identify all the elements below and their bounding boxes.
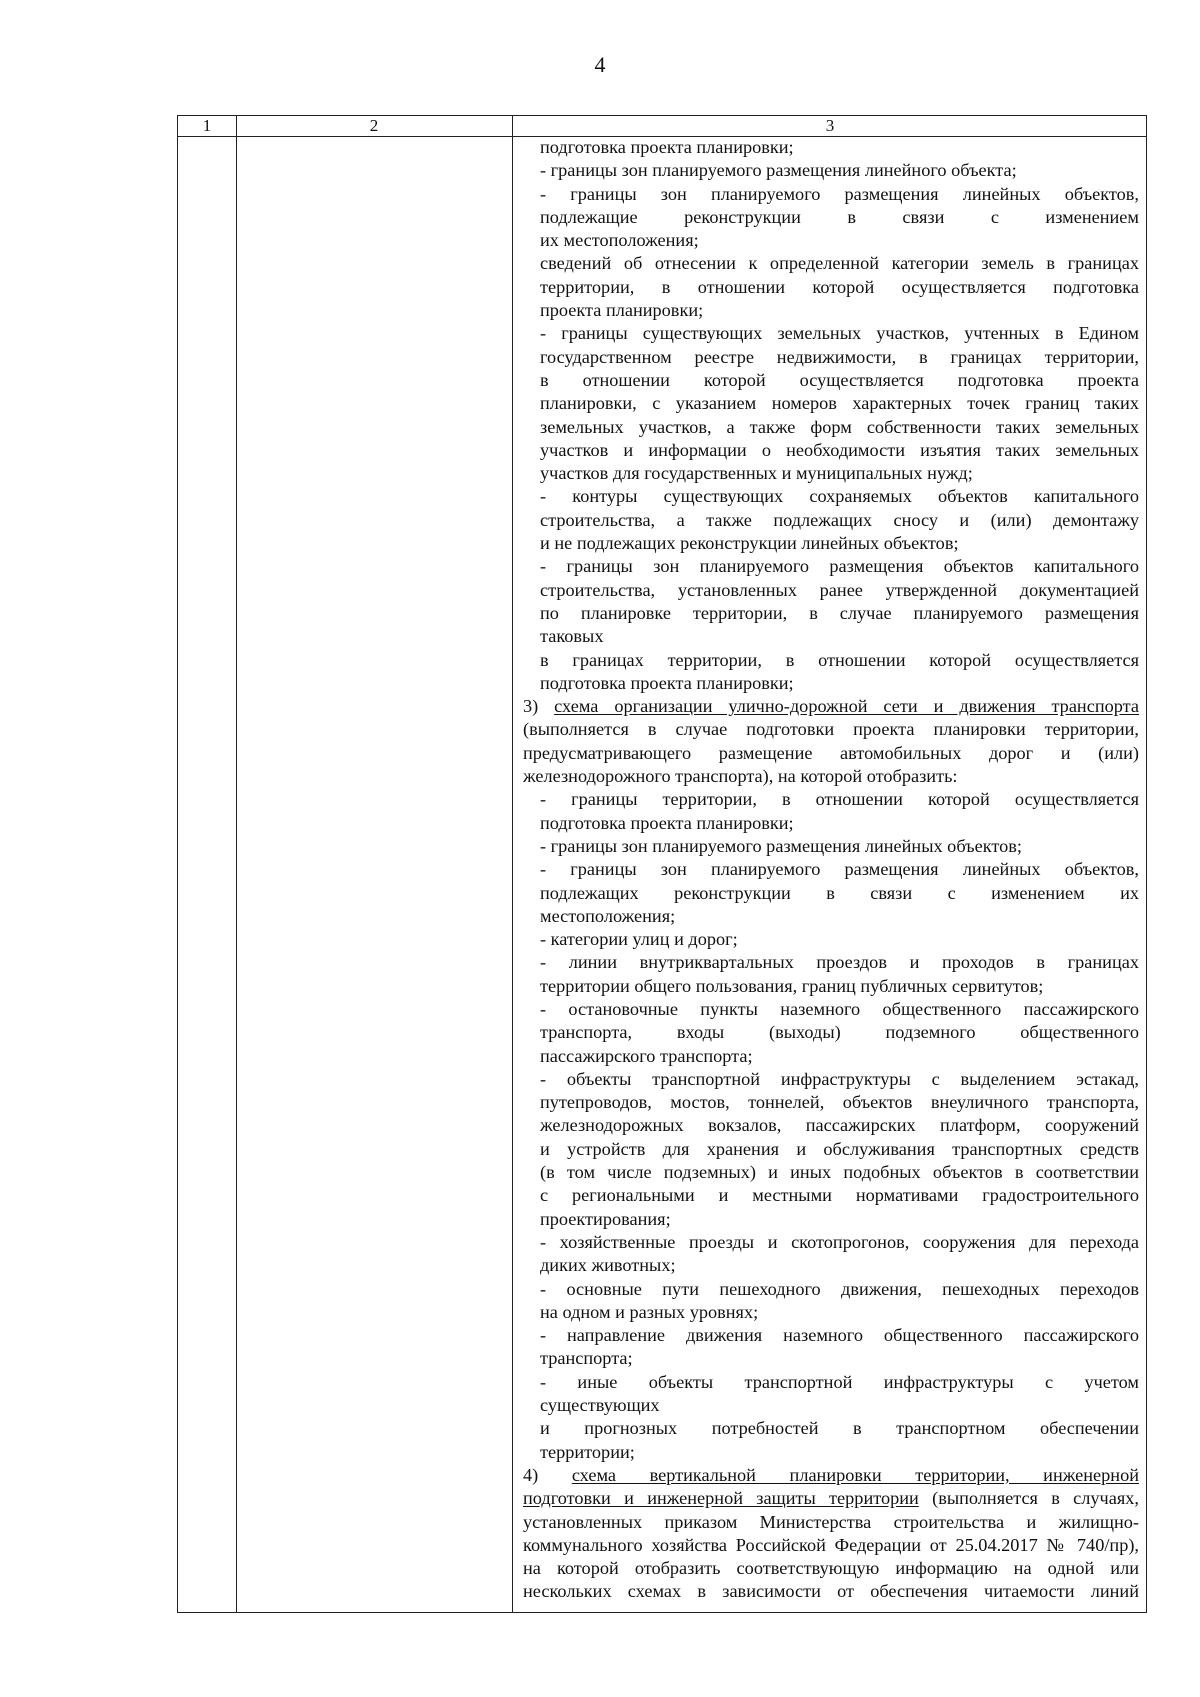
text-line: нескольких схемах в зависимости от обеспечения читаемости линий [523, 1581, 1139, 1602]
section-heading: схема организации улично-дорожной сети и движения транспорта [554, 696, 1139, 717]
text-line: - границы существующих земельных участков, учтенных в Едином [540, 323, 1139, 344]
text-line: - границы зон планируемого размещения линейных объектов, [540, 859, 1139, 880]
table-header-row [178, 116, 1146, 137]
text-line: - хозяйственные проезды и скотопрогонов, сооружения для перехода [540, 1231, 1139, 1252]
column-header-2: 2 [369, 116, 379, 135]
column-divider [236, 116, 237, 1612]
text-line: подлежащие реконструкции в связи с изменением [540, 206, 1139, 227]
text-line: существующих [540, 1395, 660, 1416]
text-line: на которой отобразить соответствующую информацию на одной или [523, 1558, 1139, 1579]
text-line: территории общего пользования, границ публичных сервитутов; [540, 975, 1044, 996]
text-line: и не подлежащих реконструкции линейных объектов; [540, 533, 959, 554]
text-line: транспорта, входы (выходы) подземного общественного [540, 1022, 1139, 1043]
text-line: земельных участков, а также форм собственности таких земельных [540, 416, 1139, 437]
list-number: 4) [523, 1464, 572, 1485]
text-line: - границы зон планируемого размещения линейных объектов; [540, 835, 1022, 856]
column-header-3: 3 [825, 116, 835, 135]
text-line: и прогнозных потребностей в транспортном обеспечении [540, 1418, 1139, 1439]
text-line: подлежащих реконструкции в связи с изменением их [540, 882, 1139, 903]
text-line: диких животных; [540, 1255, 676, 1276]
text-line: - контуры существующих сохраняемых объектов капитального [540, 486, 1139, 507]
text-line: установленных приказом Министерства строительства и жилищно- [523, 1511, 1139, 1532]
text-line: - границы зон планируемого размещения объектов капитального [540, 556, 1139, 577]
text-line: сведений об отнесении к определенной категории земель в границах [540, 253, 1139, 274]
text-line: проектирования; [540, 1208, 671, 1229]
text-line: путепроводов, мостов, тоннелей, объектов внеуличного транспорта, [540, 1092, 1139, 1113]
text-line: государственном реестре недвижимости, в границах территории, [540, 346, 1139, 367]
text-line: по планировке территории, в случае планируемого размещения [540, 602, 1139, 623]
text-line: подготовка проекта планировки; [540, 672, 794, 693]
column-divider [512, 116, 513, 1612]
text-line: - границы территории, в отношении которой осуществляется [540, 789, 1139, 810]
text-line: - направление движения наземного общественного пассажирского [540, 1325, 1139, 1346]
text-line: - категории улиц и дорог; [540, 929, 738, 950]
text-line [523, 695, 1139, 718]
text-line: - границы зон планируемого размещения линейных объектов, [540, 183, 1139, 204]
list-number: 3) [523, 696, 555, 717]
text-line: территории, в отношении которой осуществляется подготовка [540, 276, 1139, 297]
text-line: с региональными и местными нормативами градостроительного [540, 1185, 1139, 1206]
text-line: в границах территории, в отношении которой осуществляется [540, 649, 1139, 670]
text-line: в отношении которой осуществляется подготовка проекта [540, 369, 1139, 390]
text-line: - остановочные пункты наземного общественного пассажирского [540, 998, 1139, 1019]
text-line: таковых [540, 626, 604, 647]
text-continuation: (выполняется в случаях, [918, 1488, 1139, 1509]
text-line: коммунального хозяйства Российской Федерации от 25.04.2017 № 740/пр), [523, 1534, 1139, 1555]
text-line: планировки, с указанием номеров характерных точек границ таких [540, 393, 1139, 414]
section-heading: подготовки и инженерной защиты территории [523, 1488, 919, 1509]
text-line: подготовка проекта планировки; [540, 137, 794, 157]
text-line: предусматривающего размещение автомобильных дорог и (или) [523, 742, 1139, 763]
text-line: - линии внутриквартальных проездов и проходов в границах [540, 952, 1139, 973]
text-line: подготовка проекта планировки; [540, 812, 794, 833]
text-line [523, 1464, 1139, 1487]
text-line: строительства, а также подлежащих сносу и (или) демонтажу [540, 509, 1139, 530]
text-line: участков для государственных и муниципальных нужд; [540, 463, 973, 484]
text-line: их местоположения; [540, 230, 699, 251]
section-heading: схема вертикальной планировки территории, инженерной [571, 1464, 1139, 1485]
text-line: - границы зон планируемого размещения линейного объекта; [540, 160, 1017, 181]
text-line: и устройств для хранения и обслуживания транспортных средств [540, 1138, 1139, 1159]
page-number: 4 [594, 52, 606, 77]
text-line: железнодорожных вокзалов, пассажирских платформ, сооружений [540, 1115, 1139, 1136]
text-line [523, 1487, 1139, 1510]
text-line: (в том числе подземных) и иных подобных объектов в соответствии [540, 1162, 1139, 1183]
column-header-1: 1 [202, 116, 212, 135]
text-line: местоположения; [540, 905, 676, 926]
column-3-content [523, 136, 1139, 1604]
text-line: на одном и разных уровнях; [540, 1301, 759, 1322]
text-line: транспорта; [540, 1348, 633, 1369]
text-line: - иные объекты транспортной инфраструктуры с учетом [540, 1371, 1139, 1392]
text-line: железнодорожного транспорта), на которой отобразить: [523, 766, 958, 787]
text-line: проекта планировки; [540, 300, 704, 321]
text-line: - объекты транспортной инфраструктуры с выделением эстакад, [540, 1068, 1139, 1089]
text-line: территории; [540, 1441, 635, 1462]
document-table [177, 115, 1147, 1613]
text-line: строительства, установленных ранее утвержденной документацией [540, 579, 1139, 600]
text-line: пассажирского транспорта; [540, 1045, 753, 1066]
text-line: участков и информации о необходимости изъятия таких земельных [540, 439, 1139, 460]
text-line: (выполняется в случае подготовки проекта планировки территории, [523, 719, 1139, 740]
text-line: - основные пути пешеходного движения, пешеходных переходов [540, 1278, 1139, 1299]
